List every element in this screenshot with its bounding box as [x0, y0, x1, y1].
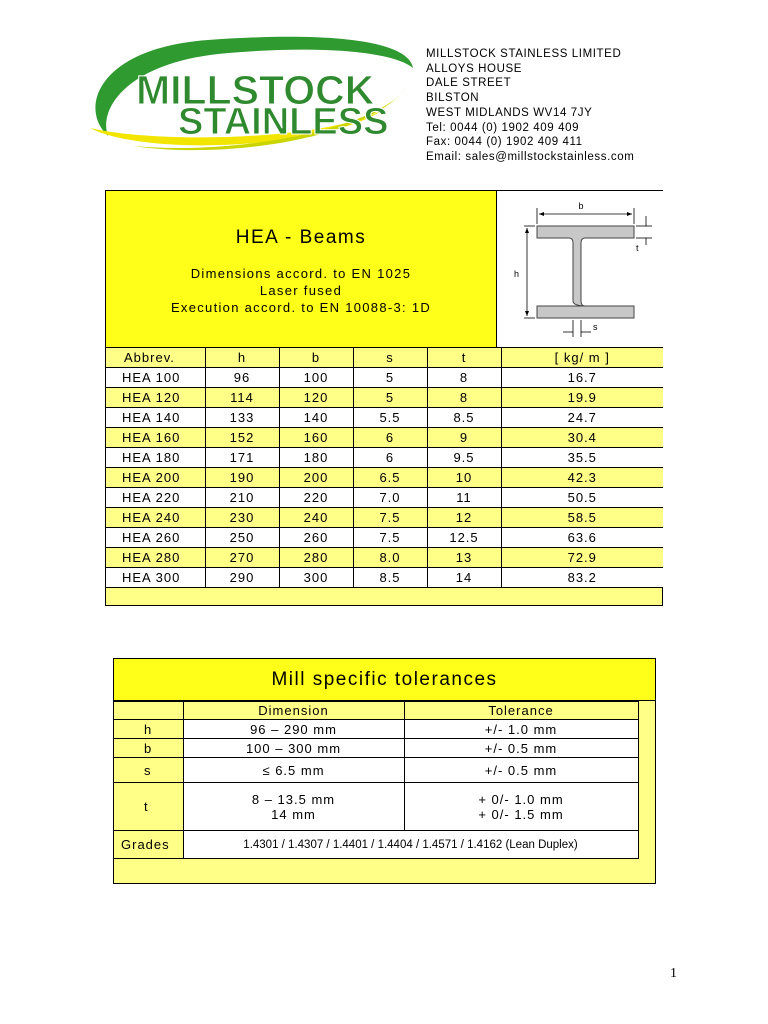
table-header-row	[106, 348, 663, 368]
table-cell: 160	[279, 428, 353, 448]
tolerance-row	[114, 739, 638, 758]
beam-designation-cell: HEA 200	[106, 468, 205, 488]
table-cell: 8.5	[427, 408, 501, 428]
tolerance-value: +/- 1.0 mm	[404, 720, 638, 739]
tolerance-row	[114, 758, 638, 783]
tolerance-label: b	[114, 739, 183, 758]
address-line: Tel: 0044 (0) 1902 409 409	[426, 121, 580, 134]
table-cell: 100	[279, 368, 353, 388]
table-cell: 7.0	[353, 488, 427, 508]
table-row	[106, 548, 663, 568]
tolerance-label: t	[114, 783, 183, 831]
table-cell: 6	[353, 448, 427, 468]
tolerance-dimension: 100 – 300 mm	[183, 739, 404, 758]
table-cell: 72.9	[501, 548, 663, 568]
tolerance-row	[114, 720, 638, 739]
table-cell: 9	[427, 428, 501, 448]
table-cell: 290	[205, 568, 279, 588]
table-cell: 6.5	[353, 468, 427, 488]
table-cell: 133	[205, 408, 279, 428]
table-row	[106, 428, 663, 448]
column-header-dimension: Dimension	[183, 702, 404, 720]
tolerances-grid	[114, 701, 639, 859]
table-cell: 8.0	[353, 548, 427, 568]
tolerances-header-row	[114, 702, 638, 720]
table-cell: 270	[205, 548, 279, 568]
tolerance-value	[404, 783, 638, 831]
table-cell: 19.9	[501, 388, 663, 408]
beam-designation-cell: HEA 160	[106, 428, 205, 448]
logo-text-2: STAINLESS	[178, 101, 389, 143]
column-header: s	[353, 348, 427, 368]
beam-designation-cell: HEA 240	[106, 508, 205, 528]
tolerance-row	[114, 783, 638, 831]
tolerance-dimension: ≤ 6.5 mm	[183, 758, 404, 783]
subtitle-line: Laser fused	[259, 283, 343, 298]
address-line: DALE STREET	[426, 77, 512, 90]
column-header: h	[205, 348, 279, 368]
table-cell: 280	[279, 548, 353, 568]
table-cell: 5	[353, 388, 427, 408]
tolerance-dimension: 96 – 290 mm	[183, 720, 404, 739]
table-cell: 300	[279, 568, 353, 588]
diagram-label-s: s	[593, 322, 598, 332]
table-cell: 13	[427, 548, 501, 568]
table-cell: 8	[427, 388, 501, 408]
beams-header	[106, 191, 497, 347]
column-header: t	[427, 348, 501, 368]
table-cell: 152	[205, 428, 279, 448]
beams-title: HEA - Beams	[235, 227, 367, 248]
table-cell: 230	[205, 508, 279, 528]
beam-designation-cell: HEA 220	[106, 488, 205, 508]
address-line: BILSTON	[426, 92, 480, 105]
page-number: 1	[670, 966, 677, 981]
table-cell: 42.3	[501, 468, 663, 488]
diagram-label-t: t	[636, 243, 639, 253]
table-cell: 50.5	[501, 488, 663, 508]
table-cell: 180	[279, 448, 353, 468]
table-cell: 83.2	[501, 568, 663, 588]
column-header: b	[279, 348, 353, 368]
beam-cross-section-diagram	[497, 191, 663, 347]
grades-row	[114, 831, 638, 859]
table-cell: 35.5	[501, 448, 663, 468]
table-row	[106, 448, 663, 468]
table-cell: 5.5	[353, 408, 427, 428]
table-cell: 114	[205, 388, 279, 408]
table-cell: 8.5	[353, 568, 427, 588]
table-cell: 12	[427, 508, 501, 528]
dimension-line: 8 – 13.5 mm	[251, 791, 336, 807]
table-cell: 24.7	[501, 408, 663, 428]
tolerances-table	[113, 658, 656, 884]
address-line: WEST MIDLANDS WV14 7JY	[426, 106, 593, 119]
table-cell: 190	[205, 468, 279, 488]
table-cell: 16.7	[501, 368, 663, 388]
column-header: [ kg/ m ]	[501, 348, 663, 368]
table-row	[106, 408, 663, 428]
table-cell: 200	[279, 468, 353, 488]
table-cell: 8	[427, 368, 501, 388]
table-cell: 120	[279, 388, 353, 408]
table-cell: 7.5	[353, 508, 427, 528]
table-row	[106, 388, 663, 408]
company-address	[426, 47, 634, 165]
table-cell: 171	[205, 448, 279, 468]
logo-text-1: MILLSTOCK	[136, 67, 375, 113]
beams-subtitle	[106, 265, 496, 316]
table-cell: 7.5	[353, 528, 427, 548]
grades-value: 1.4301 / 1.4307 / 1.4401 / 1.4404 / 1.4571 / 1.4162 (Lean Duplex)	[183, 831, 638, 859]
table-cell: 6	[353, 428, 427, 448]
beam-designation-cell: HEA 260	[106, 528, 205, 548]
table-row	[106, 528, 663, 548]
tolerance-value: +/- 0.5 mm	[404, 739, 638, 758]
table-row	[106, 368, 663, 388]
beam-designation-cell: HEA 140	[106, 408, 205, 428]
table-cell: 12.5	[427, 528, 501, 548]
table-cell: 9.5	[427, 448, 501, 468]
tolerance-line: + 0/- 1.0 mm	[478, 791, 564, 807]
table-cell: 96	[205, 368, 279, 388]
table-row	[106, 488, 663, 508]
table-cell: 250	[205, 528, 279, 548]
table-cell: 58.5	[501, 508, 663, 528]
beam-designation-cell: HEA 120	[106, 388, 205, 408]
beam-designation-cell: HEA 300	[106, 568, 205, 588]
tolerance-value: +/- 0.5 mm	[404, 758, 638, 783]
table-cell: 240	[279, 508, 353, 528]
hea-beams-table	[105, 190, 663, 606]
table-cell: 10	[427, 468, 501, 488]
subtitle-line: Dimensions accord. to EN 1025	[190, 266, 412, 281]
address-line: MILLSTOCK STAINLESS LIMITED	[426, 48, 622, 60]
table-cell: 63.6	[501, 528, 663, 548]
column-header: Abbrev.	[106, 348, 205, 368]
grades-label: Grades	[114, 831, 183, 859]
tolerance-label: s	[114, 758, 183, 783]
table-cell: 260	[279, 528, 353, 548]
header-blank	[114, 702, 183, 720]
beam-designation-cell: HEA 180	[106, 448, 205, 468]
millstock-logo	[88, 28, 418, 156]
table-row	[106, 468, 663, 488]
address-line: ALLOYS HOUSE	[426, 62, 523, 75]
table-cell: 14	[427, 568, 501, 588]
subtitle-line: Execution accord. to EN 10088-3: 1D	[170, 300, 432, 315]
table-cell: 220	[279, 488, 353, 508]
address-email: Email: sales@millstockstainless.com	[426, 150, 635, 163]
tolerances-title: Mill specific tolerances	[114, 659, 655, 701]
address-line: Fax: 0044 (0) 1902 409 411	[426, 136, 583, 149]
table-row	[106, 568, 663, 588]
beam-designation-cell: HEA 280	[106, 548, 205, 568]
tolerance-label: h	[114, 720, 183, 739]
column-header-tolerance: Tolerance	[404, 702, 638, 720]
table-cell: 210	[205, 488, 279, 508]
tolerance-line: + 0/- 1.5 mm	[478, 806, 564, 822]
diagram-label-b: b	[578, 201, 584, 211]
table-cell: 140	[279, 408, 353, 428]
table-cell: 11	[427, 488, 501, 508]
table-cell: 30.4	[501, 428, 663, 448]
diagram-label-h: h	[514, 269, 520, 279]
beam-spec-table	[106, 347, 663, 588]
tolerance-dimension	[183, 783, 404, 831]
dimension-line: 14 mm	[271, 806, 316, 822]
beam-designation-cell: HEA 100	[106, 368, 205, 388]
table-row	[106, 508, 663, 528]
table-cell: 5	[353, 368, 427, 388]
